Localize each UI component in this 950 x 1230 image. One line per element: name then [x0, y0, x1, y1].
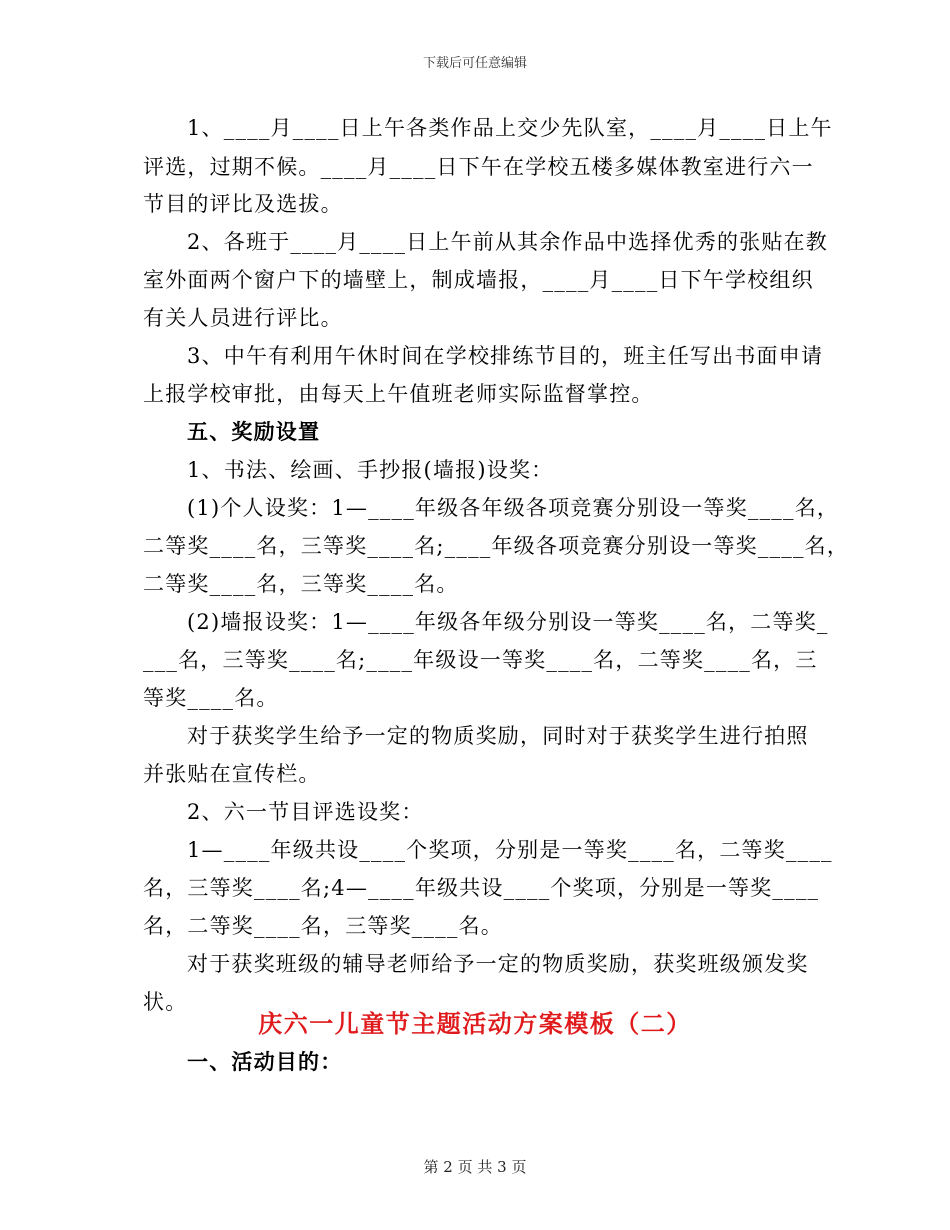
- paragraph-line: (2)墙报设奖：1—____年级各年级分别设一等奖____名，二等奖_: [187, 610, 829, 634]
- paragraph-line: 名，三等奖____名;4—____年级共设____个奖项，分别是一等奖____: [143, 876, 820, 900]
- paragraph-line: 对于获奖学生给予一定的物质奖励，同时对于获奖学生进行拍照: [187, 724, 809, 748]
- paragraph-line: 节目的评比及选拔。: [143, 192, 343, 216]
- section-heading: 一、活动目的：: [187, 1050, 343, 1074]
- paragraph-line: 状。: [143, 990, 188, 1014]
- paragraph-line: 室外面两个窗户下的墙壁上，制成墙报，____月____日下午学校组织: [143, 268, 814, 292]
- paragraph-line: 1、书法、绘画、手抄报(墙报)设奖：: [187, 458, 554, 482]
- paragraph-line: 对于获奖班级的辅导老师给予一定的物质奖励，获奖班级颁发奖: [187, 952, 809, 976]
- page-footer: 第 2 页 共 3 页: [423, 1158, 527, 1176]
- document-title: 庆六一儿童节主题活动方案模板（二）: [258, 1010, 692, 1038]
- paragraph-line: 二等奖____名，三等奖____名;____年级各项竞赛分别设一等奖____名，: [143, 534, 850, 558]
- paragraph-line: 2、六一节目评选设奖：: [187, 800, 424, 824]
- paragraph-line: 2、各班于____月____日上午前从其余作品中选择优秀的张贴在教: [187, 230, 828, 254]
- paragraph-line: ___名，三等奖____名;____年级设一等奖____名，二等奖____名，三: [143, 648, 818, 672]
- paragraph-line: 有关人员进行评比。: [143, 306, 343, 330]
- paragraph-line: 1、____月____日上午各类作品上交少先队室，____月____日上午: [187, 116, 833, 140]
- paragraph-line: 并张贴在宣传栏。: [143, 762, 321, 786]
- section-heading: 五、奖励设置: [187, 420, 321, 444]
- paragraph-line: 3、中午有利用午休时间在学校排练节目的，班主任写出书面申请: [187, 344, 824, 368]
- paragraph-line: 等奖____名。: [143, 686, 279, 710]
- paragraph-line: 上报学校审批，由每天上午值班老师实际监督掌控。: [143, 382, 654, 406]
- paragraph-line: 1—____年级共设____个奖项，分别是一等奖____名，二等奖____: [187, 838, 833, 862]
- page-header: 下载后可任意编辑: [422, 56, 527, 71]
- paragraph-line: 评选，过期不候。____月____日下午在学校五楼多媒体教室进行六一: [143, 155, 814, 179]
- paragraph-line: 名，二等奖____名，三等奖____名。: [143, 914, 503, 938]
- paragraph-line: 二等奖____名，三等奖____名。: [143, 572, 459, 596]
- paragraph-line: (1)个人设奖：1—____年级各年级各项竞赛分别设一等奖____名，: [187, 496, 840, 520]
